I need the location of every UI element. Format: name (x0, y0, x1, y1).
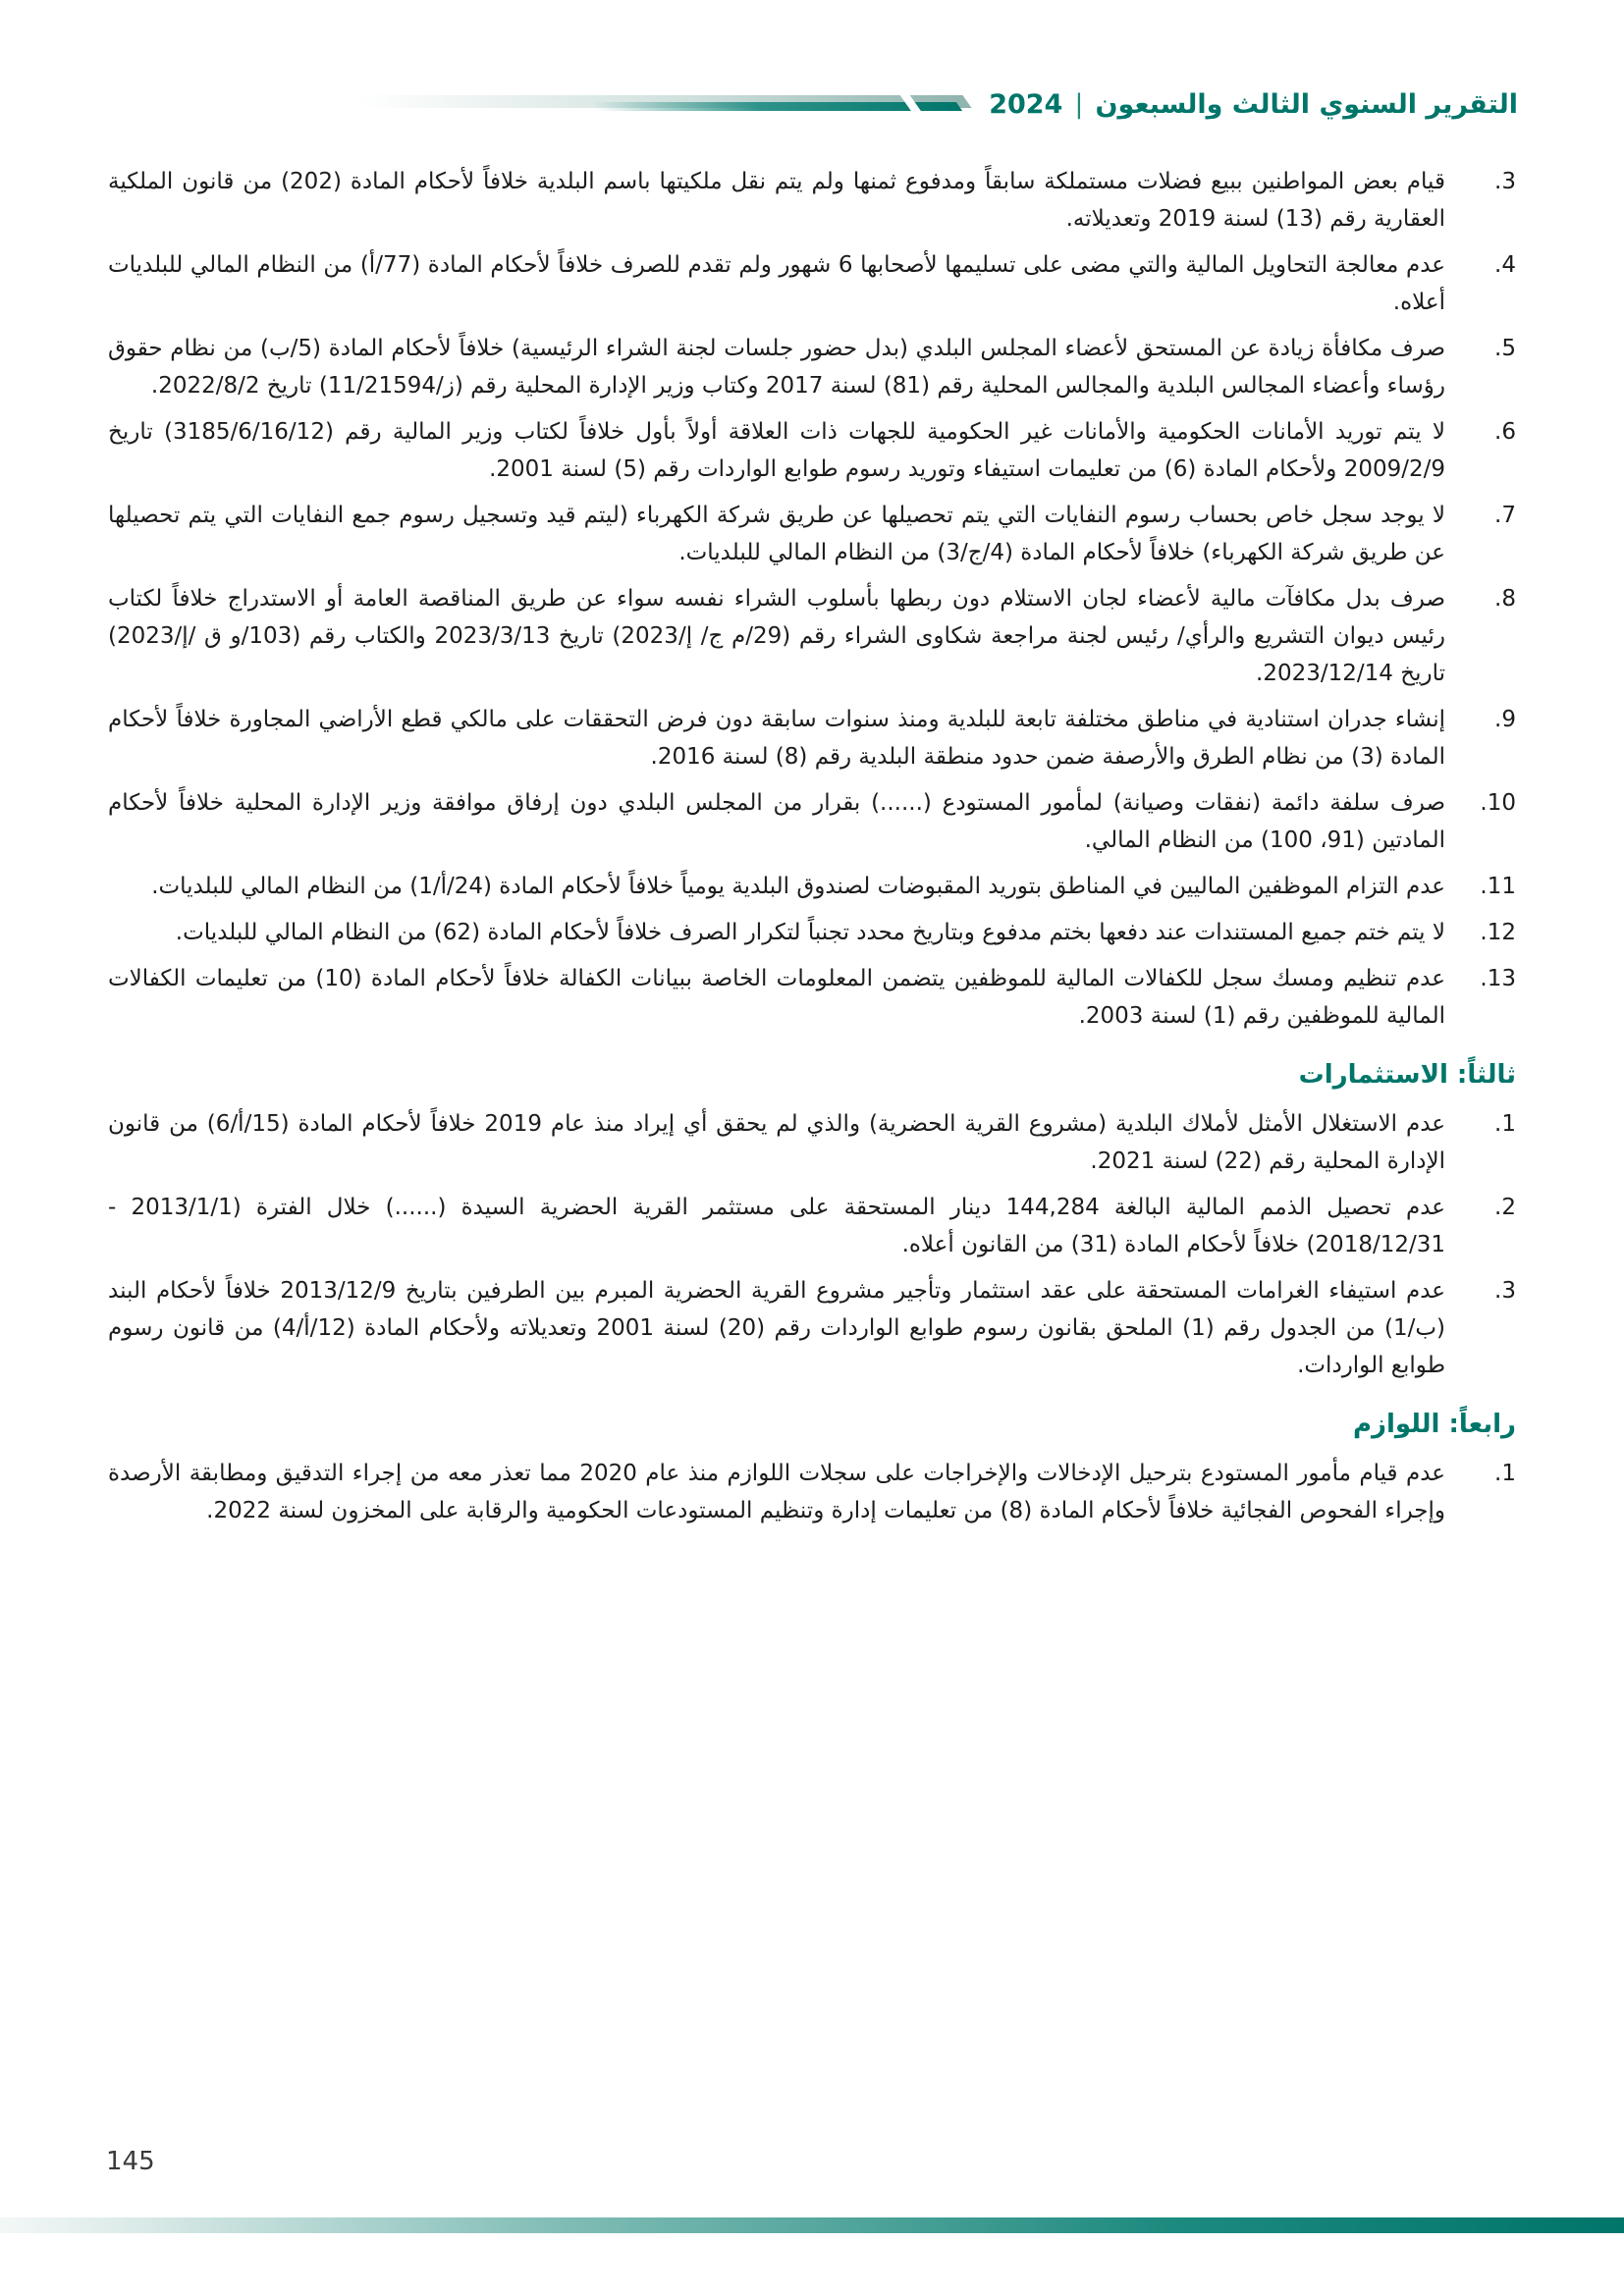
list-item (108, 1272, 1516, 1384)
section-heading-supplies: رابعاً: اللوازم (1352, 1410, 1516, 1439)
item-number: 5. (1494, 336, 1516, 361)
list-item (108, 497, 1516, 571)
item-text: صرف سلفة دائمة (نفقات وصيانة) لمأمور المستودع (......) بقرار من المجلس البلدي دون إرفاق موافقة وزير الإدارة المحلية خلافاً لأحكام المادتين (91، 100) من النظام المالي. (108, 790, 1445, 853)
list-item (108, 784, 1516, 859)
violations-list (108, 163, 1516, 1035)
list-item (108, 246, 1516, 321)
item-number: 9. (1494, 707, 1516, 732)
item-number: 1. (1494, 1111, 1516, 1137)
page-number: 145 (106, 2147, 155, 2176)
item-number: 4. (1494, 252, 1516, 278)
item-text: صرف مكافأة زيادة عن المستحق لأعضاء المجلس البلدي (بدل حضور جلسات لجنة الشراء الرئيسية) خلافاً لأحكام المادة (5/ب) من نظام حقوق رؤساء وأعضاء المجالس البلدية والمجالس المحلية رقم (81) لسنة 2017 وكتاب وزير الإدارة المحلية رقم (ز/11/21594) تاريخ 2022/8/2. (108, 336, 1445, 399)
list-item (108, 1105, 1516, 1180)
item-number: 2. (1494, 1195, 1516, 1220)
item-text: عدم التزام الموظفين الماليين في المناطق بتوريد المقبوضات لصندوق البلدية يومياً خلافاً لأحكام المادة (24/أ/1) من النظام المالي للبلديات. (151, 874, 1445, 899)
item-number: 11. (1480, 874, 1516, 899)
item-number: 10. (1480, 790, 1516, 816)
list-item (108, 1455, 1516, 1529)
report-year: 2024 (989, 88, 1063, 120)
item-number: 12. (1480, 920, 1516, 945)
item-number: 3. (1494, 1278, 1516, 1304)
item-text: عدم قيام مأمور المستودع بترحيل الإدخالات والإخراجات على سجلات اللوازم منذ عام 2020 مما تعذر معه من إجراء التدقيق ومطابقة الأرصدة وإجراء الفحوص الفجائية خلافاً لأحكام المادة (8) من تعليمات إدارة وتنظيم المستودعات الحكومية والرقابة على المخزون لسنة 2022. (108, 1461, 1445, 1523)
list-item (108, 580, 1516, 692)
item-number: 7. (1494, 503, 1516, 528)
item-text: عدم معالجة التحاويل المالية والتي مضى على تسليمها لأصحابها 6 شهور ولم تقدم للصرف خلافاً لأحكام المادة (77/أ) من النظام المالي للبلديات أعلاه. (108, 252, 1445, 315)
list-item (108, 163, 1516, 238)
item-number: 1. (1494, 1461, 1516, 1486)
page-header (94, 82, 1518, 126)
list-item (108, 868, 1516, 905)
item-number: 13. (1480, 966, 1516, 991)
item-number: 6. (1494, 419, 1516, 445)
list-item (108, 914, 1516, 951)
item-text: إنشاء جدران استنادية في مناطق مختلفة تابعة للبلدية ومنذ سنوات سابقة دون فرض التحققات على مالكي قطع الأراضي المجاورة خلافاً لأحكام المادة (3) من نظام الطرق والأرصفة ضمن حدود منطقة البلدية رقم (8) لسنة 2016. (108, 707, 1445, 770)
item-text: لا يوجد سجل خاص بحساب رسوم النفايات التي يتم تحصيلها عن طريق شركة الكهرباء (ليتم قيد وتسجيل رسوم جمع النفايات التي يتم تحصيلها عن طريق شركة الكهرباء) خلافاً لأحكام المادة (4/ج/3) من النظام المالي للبلديات. (108, 503, 1445, 565)
item-text: عدم الاستغلال الأمثل لأملاك البلدية (مشروع القرية الحضرية) والذي لم يحقق أي إيراد منذ عام 2019 خلافاً لأحكام المادة (15/أ/6) من قانون الإدارة المحلية رقم (22) لسنة 2021. (108, 1111, 1445, 1174)
title-separator: | (1074, 88, 1084, 120)
section-heading-investments: ثالثاً: الاستثمارات (1298, 1060, 1516, 1090)
item-text: عدم تحصيل الذمم المالية البالغة 144,284 دينار المستحقة على مستثمر القرية الحضرية السيدة (......) خلال الفترة (2013/1/1 - 2018/12/31) خلافاً لأحكام المادة (31) من القانون أعلاه. (108, 1195, 1445, 1257)
item-text: عدم استيفاء الغرامات المستحقة على عقد استثمار وتأجير مشروع القرية الحضرية المبرم بين الطرفين بتاريخ 2013/12/9 خلافاً لأحكام البند (ب/1) من الجدول رقم (1) الملحق بقانون رسوم طوابع الواردات رقم (20) لسنة 2001 وتعديلاته ولأحكام المادة (12/أ/4) من قانون رسوم طوابع الواردات. (108, 1278, 1446, 1378)
footer-decoration-bar (0, 2217, 1624, 2233)
report-title-block (989, 89, 1518, 120)
item-text: قيام بعض المواطنين ببيع فضلات مستملكة سابقاً ومدفوع ثمنها ولم يتم نقل ملكيتها باسم البلدية خلافاً لأحكام المادة (202) من قانون الملكية العقارية رقم (13) لسنة 2019 وتعديلاته. (108, 169, 1445, 232)
item-text: لا يتم توريد الأمانات الحكومية والأمانات غير الحكومية للجهات ذات العلاقة أولاً بأول خلافاً لكتاب وزير المالية رقم (3185/6/16/12) تاريخ 2009/2/9 ولأحكام المادة (6) من تعليمات استيفاء وتوريد رسوم طوابع الواردات رقم (5) لسنة 2001. (108, 419, 1445, 482)
list-item (108, 1189, 1516, 1263)
page-content (108, 163, 1516, 1538)
list-item (108, 413, 1516, 488)
list-item (108, 960, 1516, 1035)
list-item (108, 330, 1516, 404)
item-text: لا يتم ختم جميع المستندات عند دفعها بختم مدفوع وبتاريخ محدد تجنباً لتكرار الصرف خلافاً لأحكام المادة (62) من النظام المالي للبلديات. (175, 920, 1445, 945)
investments-list (108, 1105, 1516, 1384)
item-text: عدم تنظيم ومسك سجل للكفالات المالية للموظفين يتضمن المعلومات الخاصة ببيانات الكفالة خلافاً لأحكام المادة (10) من تعليمات الكفالات المالية للموظفين رقم (1) لسنة 2003. (108, 966, 1445, 1029)
report-title: التقرير السنوي الثالث والسبعون (1095, 88, 1518, 120)
item-text: صرف بدل مكافآت مالية لأعضاء لجان الاستلام دون ربطها بأسلوب الشراء نفسه سواء عن طريق المناقصة العامة أو الاستدراج خلافاً لكتاب رئيس ديوان التشريع والرأي/ رئيس لجنة مراجعة شكاوى الشراء رقم (29/م ج/ إ/2023) تاريخ 2023/3/13 والكتاب رقم (103/و ق /إ/2023) تاريخ 2023/12/14. (108, 586, 1445, 686)
item-number: 8. (1494, 586, 1516, 612)
supplies-list (108, 1455, 1516, 1529)
list-item (108, 701, 1516, 775)
header-decoration (358, 92, 967, 116)
item-number: 3. (1494, 169, 1516, 194)
